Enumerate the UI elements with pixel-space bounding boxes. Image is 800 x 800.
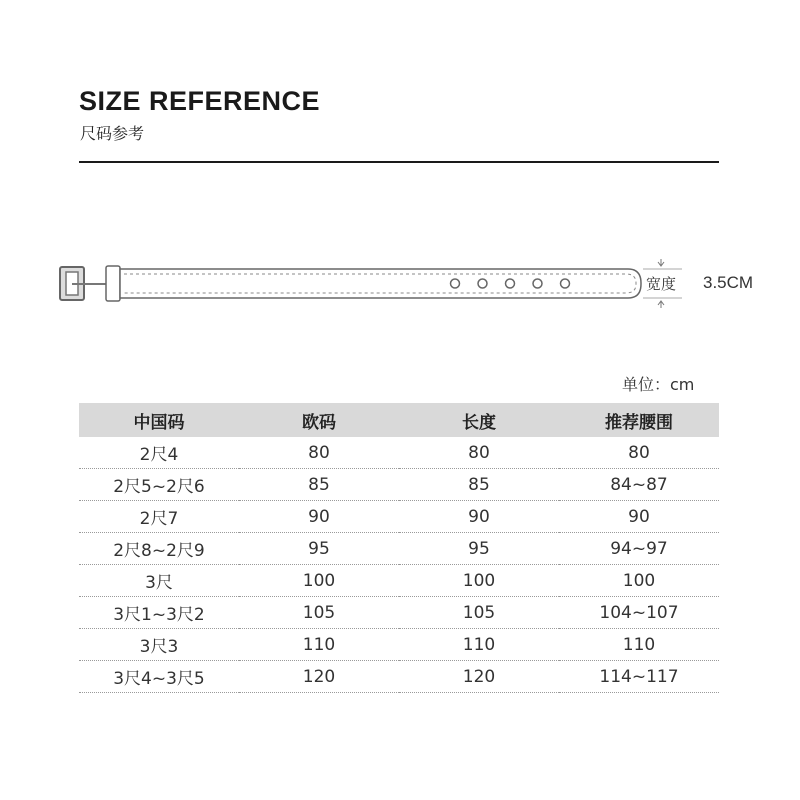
width-label: 宽度	[646, 275, 677, 293]
table-row	[79, 533, 719, 565]
size-table	[79, 403, 719, 693]
table-row	[79, 597, 719, 629]
length-cell: 90	[399, 501, 559, 533]
table-row	[79, 437, 719, 469]
belt-hole	[506, 279, 515, 288]
length-cell: 105	[399, 597, 559, 629]
eu-size-cell: 100	[239, 565, 399, 597]
cn-size-cell: 3尺1~3尺2	[79, 597, 239, 629]
belt-hole	[451, 279, 460, 288]
eu-size-cell: 85	[239, 469, 399, 501]
belt-illustration	[0, 0, 800, 340]
waist-cell: 100	[559, 565, 719, 597]
eu-size-cell: 120	[239, 661, 399, 693]
table-row	[79, 629, 719, 661]
table-row	[79, 501, 719, 533]
column-header-eu-size: 欧码	[239, 403, 399, 437]
table-row	[79, 469, 719, 501]
length-cell: 100	[399, 565, 559, 597]
cn-size-cell: 2尺4	[79, 437, 239, 469]
eu-size-cell: 95	[239, 533, 399, 565]
length-cell: 80	[399, 437, 559, 469]
waist-cell: 94~97	[559, 533, 719, 565]
eu-size-cell: 110	[239, 629, 399, 661]
length-cell: 85	[399, 469, 559, 501]
table-row	[79, 661, 719, 693]
waist-cell: 90	[559, 501, 719, 533]
belt-hole	[533, 279, 542, 288]
cn-size-cell: 2尺7	[79, 501, 239, 533]
page-title: SIZE REFERENCE	[79, 86, 321, 116]
length-cell: 120	[399, 661, 559, 693]
unit-label: 单位：cm	[622, 375, 695, 394]
table-header-row	[79, 403, 719, 437]
eu-size-cell: 105	[239, 597, 399, 629]
cn-size-cell: 3尺3	[79, 629, 239, 661]
cn-size-cell: 3尺4~3尺5	[79, 661, 239, 693]
width-value: 3.5CM	[703, 273, 754, 292]
waist-cell: 84~87	[559, 469, 719, 501]
column-header-waist: 推荐腰围	[559, 403, 719, 437]
belt-hole	[561, 279, 570, 288]
table-row	[79, 565, 719, 597]
column-header-cn-size: 中国码	[79, 403, 239, 437]
cn-size-cell: 2尺8~2尺9	[79, 533, 239, 565]
length-cell: 95	[399, 533, 559, 565]
cn-size-cell: 2尺5~2尺6	[79, 469, 239, 501]
waist-cell: 110	[559, 629, 719, 661]
belt-hole	[478, 279, 487, 288]
eu-size-cell: 80	[239, 437, 399, 469]
cn-size-cell: 3尺	[79, 565, 239, 597]
waist-cell: 80	[559, 437, 719, 469]
page-subtitle: 尺码参考	[80, 124, 145, 143]
waist-cell: 104~107	[559, 597, 719, 629]
length-cell: 110	[399, 629, 559, 661]
waist-cell: 114~117	[559, 661, 719, 693]
column-header-length: 长度	[399, 403, 559, 437]
belt-keeper	[106, 266, 120, 301]
eu-size-cell: 90	[239, 501, 399, 533]
